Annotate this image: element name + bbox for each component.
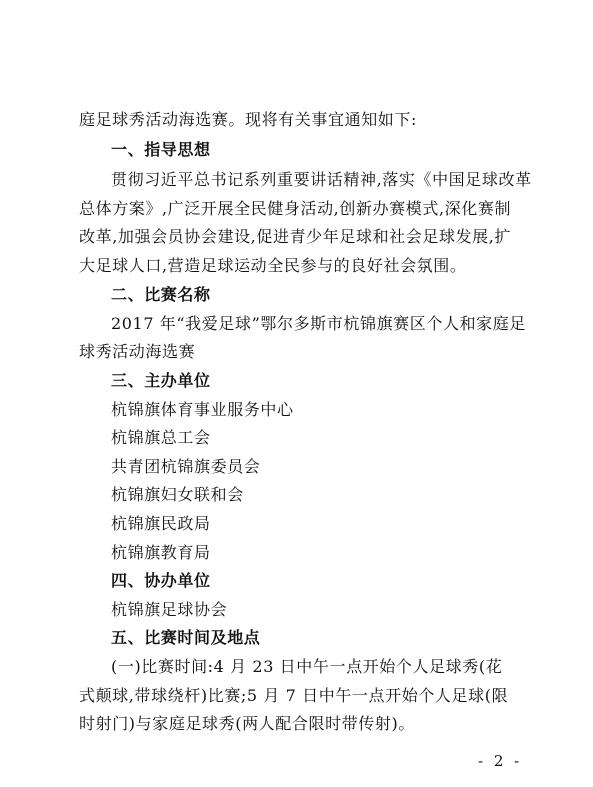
co-organizer-item: 杭锦旗足球协会	[111, 600, 228, 619]
section-heading-guiding-thought: 一、指导思想	[111, 140, 211, 159]
section-heading-time-and-place: 五、比赛时间及地点	[111, 628, 261, 647]
paragraph-line: (一)比赛时间:4 月 23 日中午一点开始个人足球秀(花	[111, 657, 503, 676]
organizer-item: 共青团杭锦旗委员会	[111, 457, 261, 476]
organizer-item: 杭锦旗民政局	[111, 514, 211, 533]
page-number: - 2 -	[478, 752, 523, 770]
paragraph-line: 时射门)与家庭足球秀(两人配合限时带传射)。	[79, 714, 415, 733]
paragraph-line: 式颠球,带球绕杆)比赛;5 月 7 日中午一点开始个人足球(限	[79, 686, 509, 705]
paragraph-line: 球秀活动海选赛	[79, 342, 196, 361]
paragraph-line: 2017 年“我爱足球”鄂尔多斯市杭锦旗赛区个人和家庭足	[111, 314, 526, 333]
paragraph-line: 贯彻习近平总书记系列重要讲话精神,落实《中国足球改革	[111, 170, 532, 189]
organizer-item: 杭锦旗体育事业服务中心	[111, 400, 294, 419]
section-heading-co-organizers: 四、协办单位	[111, 571, 211, 590]
paragraph-line: 大足球人口,营造足球运动全民参与的良好社会氛围。	[79, 256, 467, 275]
paragraph-line: 总体方案》,广泛开展全民健身活动,创新办赛模式,深化赛制	[79, 199, 512, 218]
organizer-item: 杭锦旗总工会	[111, 428, 211, 447]
organizer-item: 杭锦旗教育局	[111, 543, 211, 562]
organizer-item: 杭锦旗妇女联和会	[111, 485, 244, 504]
paragraph-line: 改革,加强会员协会建设,促进青少年足球和社会足球发展,扩	[79, 227, 512, 246]
section-heading-organizers: 三、主办单位	[111, 371, 211, 390]
section-heading-competition-name: 二、比赛名称	[111, 285, 211, 304]
intro-tail-line: 庭足球秀活动海选赛。现将有关事宜通知如下:	[79, 110, 417, 129]
